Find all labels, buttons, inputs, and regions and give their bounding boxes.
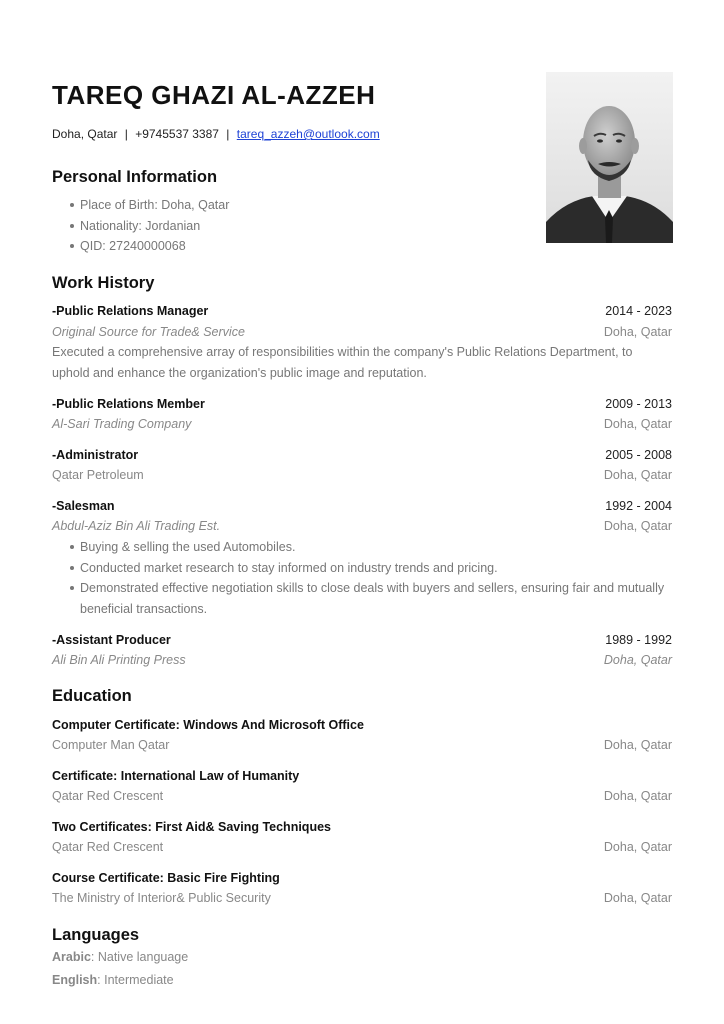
edu-title: Computer Certificate: Windows And Microsoft Office [52,718,364,732]
list-item: QID: 27240000068 [52,236,672,257]
job-dates: 1992 - 2004 [605,499,672,513]
job-title-row [52,394,672,414]
job-title: -Salesman [52,499,115,513]
edu-title: Course Certificate: Basic Fire Fighting [52,871,280,885]
language-level: Intermediate [104,973,174,987]
job-location: Doha, Qatar [603,519,672,533]
edu-school: The Ministry of Interior& Public Security [52,891,271,905]
edu-title-row [52,817,672,837]
separator: | [124,127,128,141]
job-company-row [52,650,672,670]
job-company: Qatar Petroleum [52,468,144,482]
language-level: Native language [97,950,189,964]
job-company-row [52,516,672,536]
edu-location: Doha, Qatar [603,840,672,854]
edu-school: Qatar Red Crescent [52,840,164,854]
job-company-row [52,414,672,434]
job-title-row [52,301,672,321]
edu-school-row [52,786,672,806]
contact-line [52,127,380,141]
job-location: Doha, Qatar [603,417,672,431]
work-history-heading: Work History [52,274,155,292]
edu-location: Doha, Qatar [603,738,672,752]
separator: | [226,127,230,141]
language-name: Arabic [52,950,91,964]
language-item: English: Intermediate [52,973,174,987]
email-link[interactable]: tareq_azzeh@outlook.com [236,127,380,141]
list-item: Conducted market research to stay informed on industry trends and pricing. [52,558,672,579]
job-company-row [52,465,672,485]
edu-location: Doha, Qatar [603,891,672,905]
job-company-row [52,322,672,342]
phone-text: +9745537 3387 [135,127,219,141]
personal-info-heading: Personal Information [52,168,218,186]
job-title: -Public Relations Member [52,397,205,411]
job-title: -Administrator [52,448,139,462]
edu-school-row [52,735,672,755]
job-dates: 2005 - 2008 [605,448,672,462]
languages-heading: Languages [52,926,140,944]
list-item: Nationality: Jordanian [52,216,672,237]
language-item: Arabic: Native language [52,950,189,964]
edu-title-row [52,766,672,786]
job-dates: 2014 - 2023 [605,304,672,318]
job-location: Doha, Qatar [603,653,672,667]
list-item: Buying & selling the used Automobiles. [52,537,672,558]
education-heading: Education [52,687,132,705]
job-title-row [52,630,672,650]
job-location: Doha, Qatar [603,325,672,339]
edu-school: Qatar Red Crescent [52,789,164,803]
job-title-row [52,445,672,465]
language-name: English [52,973,98,987]
job-duties-list [52,537,672,619]
list-item: Place of Birth: Doha, Qatar [52,195,672,216]
job-title-row [52,496,672,516]
edu-school: Computer Man Qatar [52,738,170,752]
edu-title-row [52,715,672,735]
personal-info-list [52,195,672,257]
job-dates: 2009 - 2013 [605,397,672,411]
edu-location: Doha, Qatar [603,789,672,803]
job-company: Abdul-Aziz Bin Ali Trading Est. [52,519,221,533]
job-title: -Public Relations Manager [52,304,209,318]
location-text: Doha, Qatar [52,127,118,141]
edu-school-row [52,888,672,908]
edu-school-row [52,837,672,857]
edu-title: Two Certificates: First Aid& Saving Techniques [52,820,331,834]
edu-title: Certificate: International Law of Humanity [52,769,300,783]
edu-title-row [52,868,672,888]
job-company: Al-Sari Trading Company [52,417,192,431]
job-location: Doha, Qatar [603,468,672,482]
list-item: Demonstrated effective negotiation skills to close deals with buyers and sellers, ensuring fair and mutually beneficial transactions. [52,578,672,619]
job-title: -Assistant Producer [52,633,171,647]
job-description: Executed a comprehensive array of responsibilities within the company's Public Relations Department, to uphold and enhance the organization's public image and reputation. [52,345,633,380]
job-company: Original Source for Trade& Service [52,325,245,339]
candidate-name: TAREQ GHAZI AL-AZZEH [52,80,376,110]
job-dates: 1989 - 1992 [605,633,672,647]
job-company: Ali Bin Ali Printing Press [52,653,186,667]
